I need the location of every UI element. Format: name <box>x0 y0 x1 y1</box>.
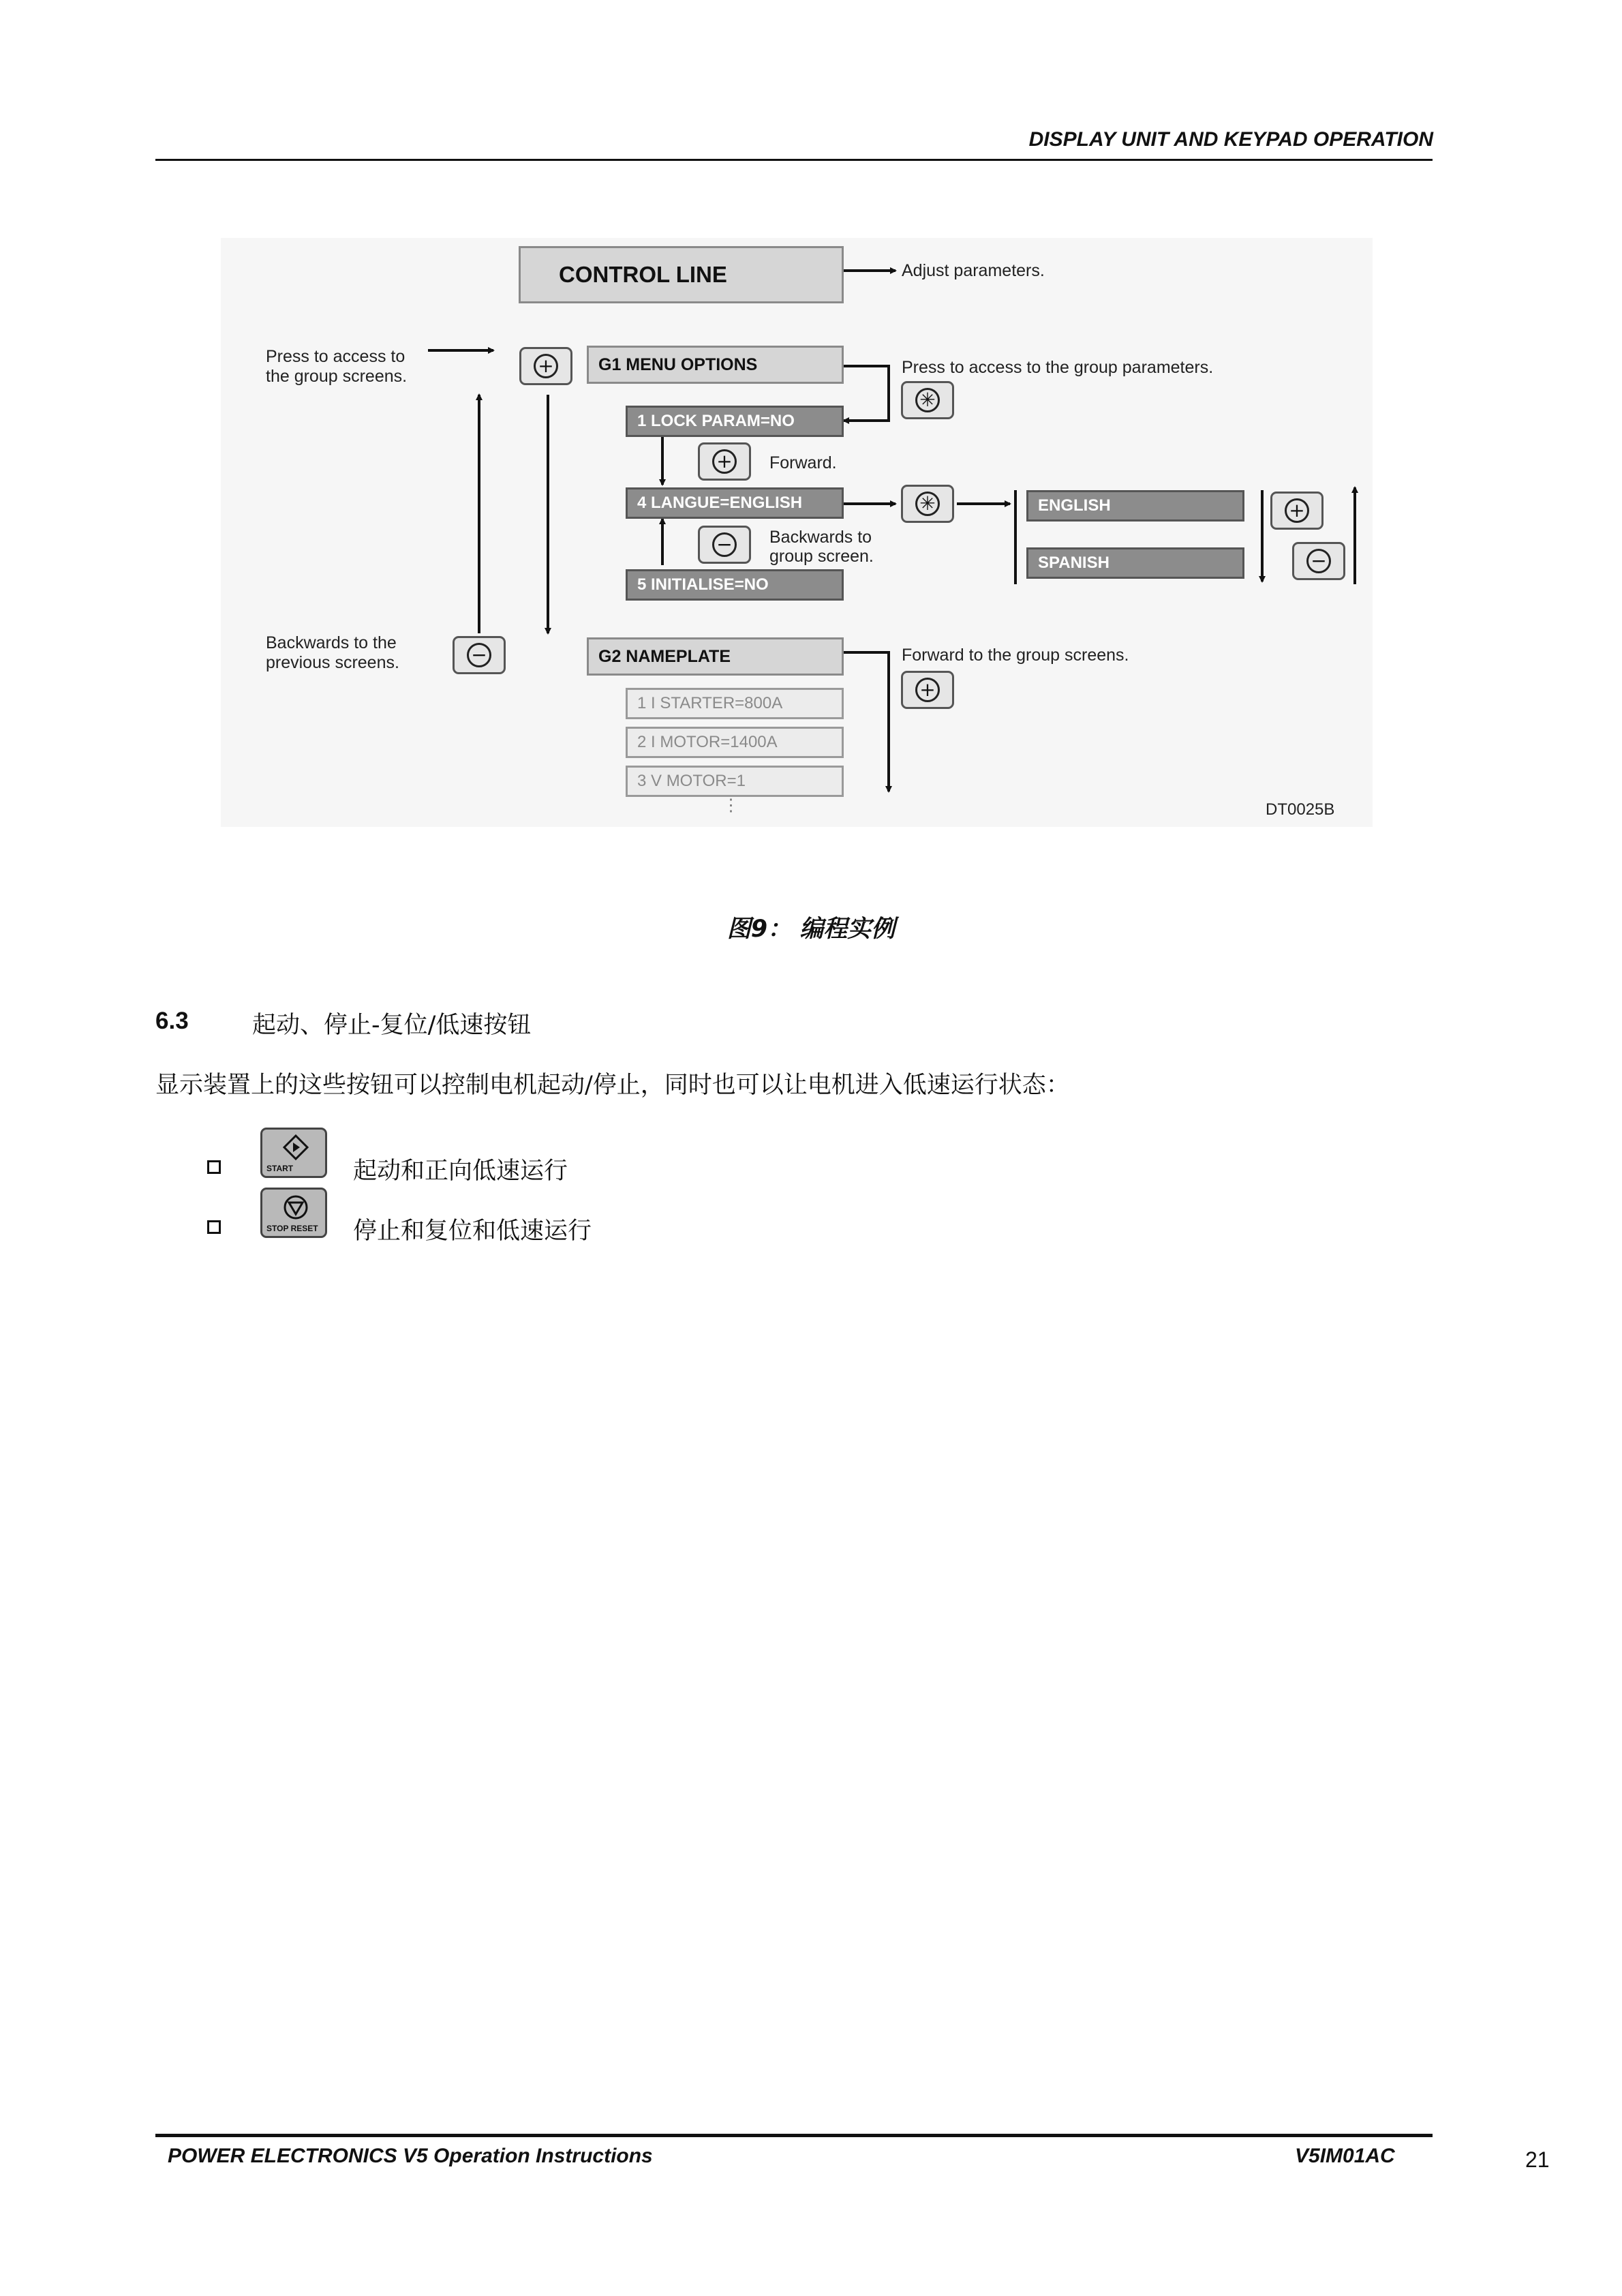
figure-caption: 图9： 编程实例 <box>726 916 896 943</box>
spanish-option <box>1026 547 1244 579</box>
g2-item-vmotor <box>626 766 844 797</box>
spanish-option-label: SPANISH <box>1038 554 1110 572</box>
footer-title: POWER ELECTRONICS V5 Operation Instructions <box>168 2145 653 2167</box>
press-access-label-2: the group screens. <box>266 367 408 386</box>
lock-param-screen <box>626 406 844 437</box>
backwards-previous-label-1: Backwards to the <box>266 633 397 652</box>
g1-menu-screen <box>587 346 844 384</box>
g1-menu-label: G1 MENU OPTIONS <box>598 354 758 374</box>
minus-key-back-group <box>698 526 751 564</box>
plus-icon: + <box>1285 498 1309 523</box>
minus-icon: − <box>712 532 737 557</box>
plus-key-group <box>901 671 954 709</box>
bullet-checkbox <box>207 1160 221 1174</box>
page-number: 21 <box>1525 2147 1550 2172</box>
stop-reset-button-image <box>260 1188 327 1238</box>
star-key-group <box>901 381 954 419</box>
star-key-langue <box>901 485 954 523</box>
g2-nameplate-screen <box>587 637 844 676</box>
start-button-image <box>260 1128 327 1178</box>
header-rule <box>155 159 1433 161</box>
minus-key-previous <box>453 636 506 674</box>
forward-label: Forward. <box>769 453 837 472</box>
initialise-screen <box>626 569 844 601</box>
start-button-caption: START <box>266 1164 294 1173</box>
start-description: 起动和正向低速运行 <box>353 1158 568 1185</box>
plus-icon: + <box>915 678 940 702</box>
g2-item-motor <box>626 727 844 758</box>
langue-label: 4 LANGUE=ENGLISH <box>637 494 803 512</box>
figure-code: DT0025B <box>1266 800 1335 819</box>
press-access-label-1: Press to access to <box>266 347 406 366</box>
backwards-previous-label-2: previous screens. <box>266 653 399 672</box>
section-number: 6.3 <box>155 1008 189 1034</box>
g2-item-motor-label: 2 I MOTOR=1400A <box>637 733 778 751</box>
footer-rule <box>155 2134 1433 2137</box>
minus-key-options <box>1292 542 1345 580</box>
bullet-checkbox <box>207 1220 221 1234</box>
stop-reset-description: 停止和复位和低速运行 <box>353 1218 592 1245</box>
forward-group-label: Forward to the group screens. <box>902 646 1129 665</box>
lock-param-label: 1 LOCK PARAM=NO <box>637 412 795 430</box>
more-ellipsis: ⋮ <box>722 796 739 815</box>
langue-screen <box>626 487 844 519</box>
press-group-params-label: Press to access to the group parameters. <box>902 358 1214 377</box>
stop-reset-button-caption: STOP RESET <box>266 1224 318 1233</box>
start-diamond-icon <box>279 1134 312 1161</box>
english-option <box>1026 490 1244 522</box>
g2-nameplate-label: G2 NAMEPLATE <box>598 646 731 666</box>
backwards-group-label-1: Backwards to <box>769 528 872 547</box>
stop-triangle-icon <box>279 1194 312 1221</box>
star-icon: ✳ <box>915 492 940 516</box>
plus-icon: + <box>712 449 737 474</box>
g2-item-starter-label: 1 I STARTER=800A <box>637 694 783 712</box>
minus-icon: − <box>467 643 491 667</box>
backwards-group-label-2: group screen. <box>769 547 874 566</box>
plus-key <box>519 347 572 385</box>
plus-key-forward <box>698 442 751 481</box>
star-icon: ✳ <box>915 388 940 412</box>
g2-item-starter <box>626 688 844 719</box>
plus-icon: + <box>534 354 558 378</box>
minus-icon: − <box>1306 549 1331 573</box>
g2-item-vmotor-label: 3 V MOTOR=1 <box>637 772 746 790</box>
adjust-parameters-label: Adjust parameters. <box>902 261 1045 280</box>
english-option-label: ENGLISH <box>1038 496 1111 515</box>
programming-diagram <box>221 238 1373 827</box>
section-title: 起动、停止-复位/低速按钮 <box>252 1012 532 1039</box>
footer-doc-code: V5IM01AC <box>1295 2145 1395 2167</box>
initialise-label: 5 INITIALISE=NO <box>637 575 769 594</box>
plus-key-options <box>1270 492 1323 530</box>
control-line-label: CONTROL LINE <box>559 262 727 287</box>
body-paragraph: 显示装置上的这些按钮可以控制电机起动/停止，同时也可以让电机进入低速运行状态： <box>155 1072 1070 1099</box>
running-header: DISPLAY UNIT AND KEYPAD OPERATION <box>1028 128 1433 151</box>
control-line-screen <box>519 246 844 303</box>
